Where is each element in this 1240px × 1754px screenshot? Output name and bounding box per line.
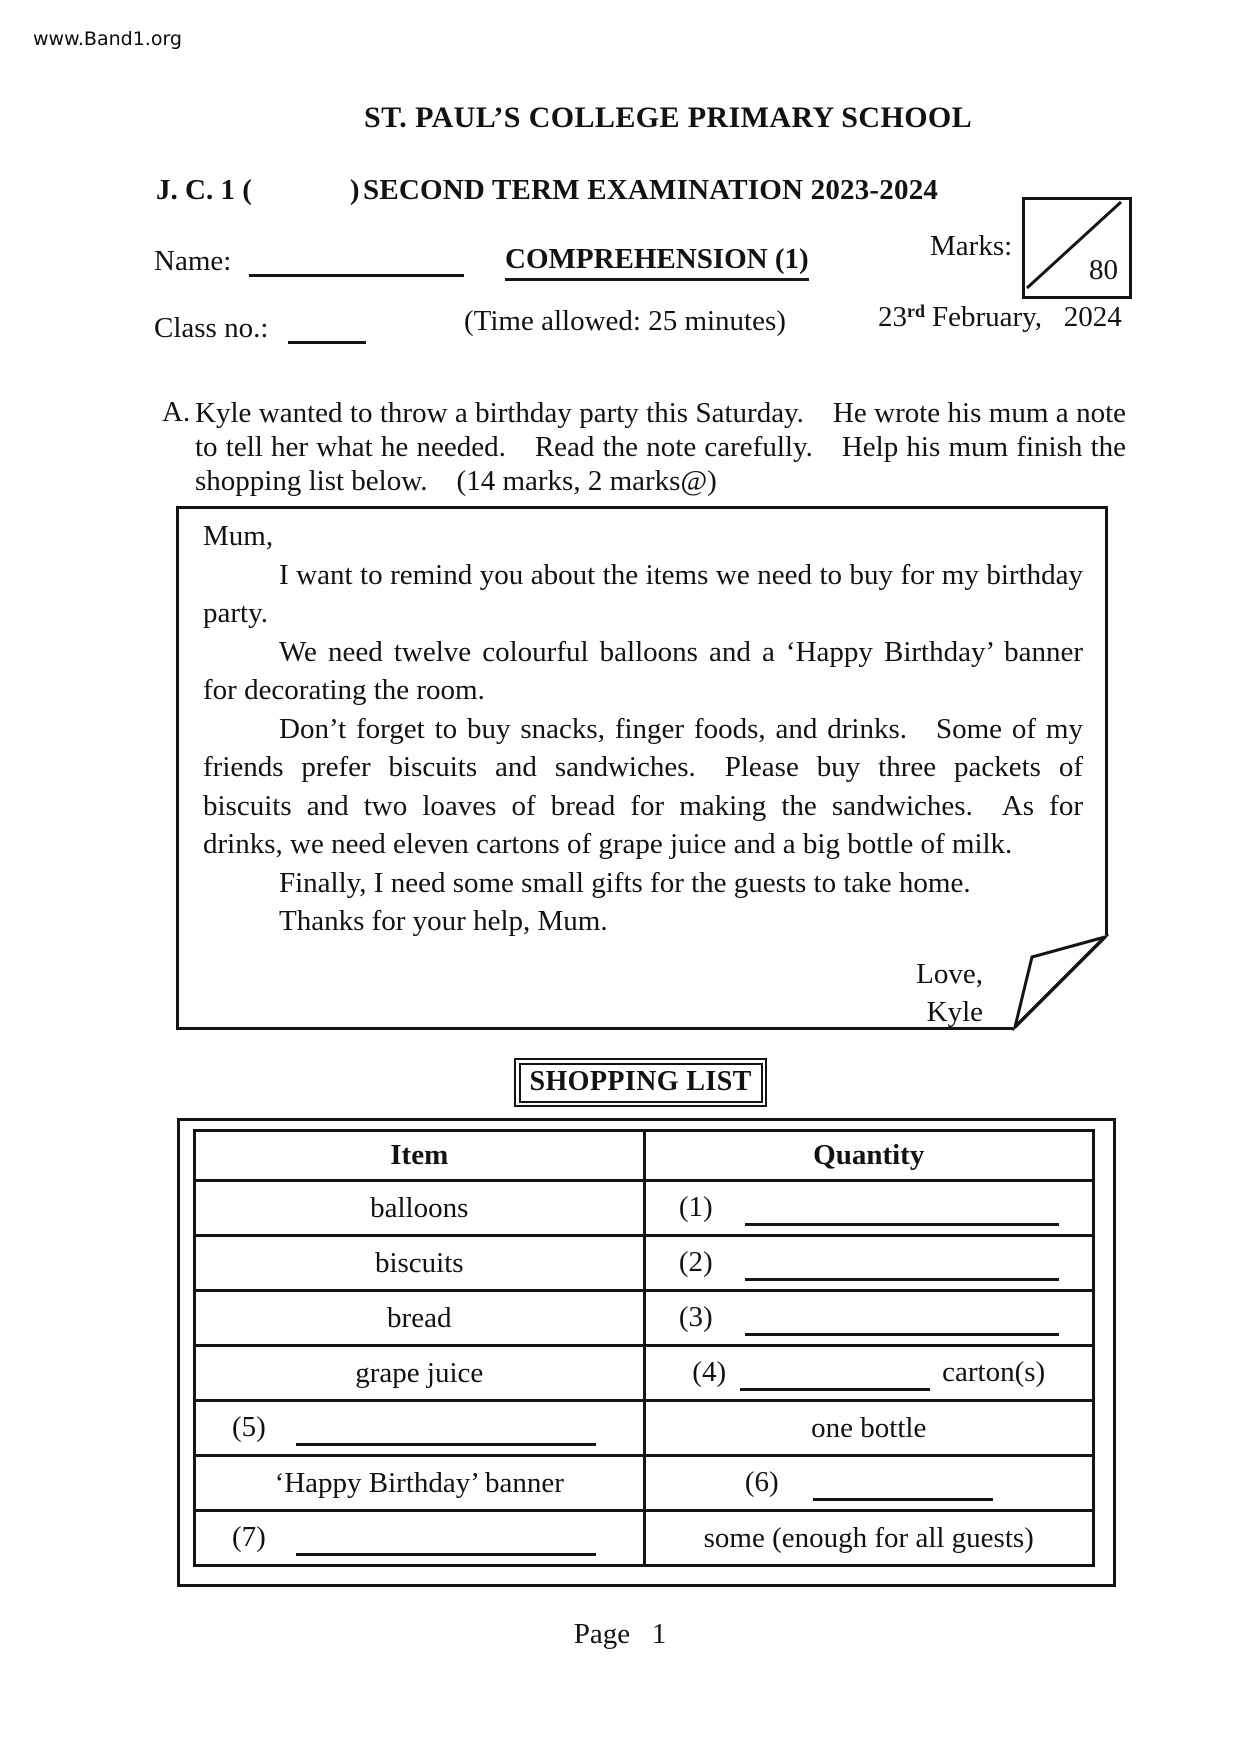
quantity-number: (2)	[678, 1245, 713, 1278]
shopping-list-title-box	[514, 1058, 767, 1107]
item-label: bread	[387, 1301, 452, 1334]
exam-date	[878, 301, 1122, 334]
quantity-suffix: carton(s)	[942, 1355, 1046, 1388]
date-ordinal: rd	[907, 301, 925, 321]
quantity-cell	[644, 1456, 1094, 1511]
table-row	[195, 1236, 1094, 1291]
note-signature: Kyle	[926, 996, 983, 1028]
note-paragraph: Don’t forget to buy snacks, finger foods, and drinks. Some of my friends prefer biscuits and sandwiches. Please buy three packets of biscuits and two loaves of bread for making the sandwiches. As for drinks, we need eleven cartons of grape juice and a big bottle of milk.	[203, 712, 1083, 860]
name-label: Name:	[154, 245, 232, 277]
quantity-cell	[644, 1291, 1094, 1346]
quantity-cell	[644, 1181, 1094, 1236]
section-a-label: A.	[162, 396, 191, 428]
time-allowed: (Time allowed: 25 minutes)	[464, 305, 786, 337]
item-label: balloons	[370, 1191, 469, 1224]
answer-blank	[296, 1524, 596, 1556]
class-code-suffix: )	[349, 174, 360, 206]
quantity-cell	[644, 1346, 1094, 1401]
item-label: grape juice	[355, 1356, 484, 1389]
class-code	[156, 174, 360, 207]
shopping-list-title: SHOPPING LIST	[519, 1063, 763, 1103]
table-row	[195, 1511, 1094, 1566]
table-header-item: Item	[195, 1131, 645, 1181]
note-paragraph: Thanks for your help, Mum.	[279, 905, 608, 937]
class-no-blank	[288, 314, 366, 344]
answer-blank	[745, 1249, 1059, 1281]
answer-blank	[740, 1359, 930, 1391]
note-paragraph: I want to remind you about the items we need to buy for my birthday party.	[203, 558, 1083, 629]
note-paragraph: Finally, I need some small gifts for the guests to take home.	[279, 866, 971, 899]
note-box	[176, 506, 1108, 1030]
note-paragraph: We need twelve colourful balloons and a ‘Happy Birthday’ banner for decorating the room.	[203, 635, 1083, 706]
note-salutation: Mum,	[203, 520, 274, 552]
name-blank	[249, 246, 464, 277]
item-cell	[195, 1236, 645, 1291]
table-header-row	[195, 1131, 1094, 1181]
quantity-cell	[644, 1511, 1094, 1566]
answer-blank	[296, 1414, 596, 1446]
date-day: 23	[878, 301, 907, 333]
item-cell	[195, 1346, 645, 1401]
item-label: ‘Happy Birthday’ banner	[274, 1466, 564, 1499]
note-closing: Love,	[916, 957, 983, 990]
table-header-quantity: Quantity	[644, 1131, 1094, 1181]
answer-blank	[745, 1194, 1059, 1226]
note-closing-block	[203, 955, 1083, 1032]
class-no-label: Class no.:	[154, 312, 269, 344]
table-row	[195, 1456, 1094, 1511]
table-row	[195, 1346, 1094, 1401]
quantity-number: (3)	[678, 1300, 713, 1333]
school-title: ST. PAUL’S COLLEGE PRIMARY SCHOOL	[364, 101, 973, 134]
item-cell	[195, 1511, 645, 1566]
date-rest: February, 2024	[931, 301, 1122, 333]
item-number: (5)	[232, 1410, 266, 1443]
page-number: Page 1	[573, 1618, 667, 1650]
quantity-number: (1)	[678, 1190, 713, 1223]
answer-blank	[813, 1469, 993, 1501]
quantity-text: some (enough for all guests)	[703, 1521, 1034, 1554]
item-cell	[195, 1181, 645, 1236]
section-a-instructions: Kyle wanted to throw a birthday party this Saturday. He wrote his mum a note to tell her what he needed. Read the note carefully. Help his mum finish the shopping list below. (14 marks, 2 marks@)	[195, 397, 1126, 497]
answer-blank	[745, 1304, 1059, 1336]
item-cell	[195, 1401, 645, 1456]
quantity-cell	[644, 1401, 1094, 1456]
item-cell	[195, 1291, 645, 1346]
quantity-number: (4)	[692, 1355, 727, 1388]
table-row	[195, 1181, 1094, 1236]
item-label: biscuits	[374, 1246, 464, 1279]
site-watermark: www.Band1.org	[33, 28, 182, 50]
page-fold-corner-icon	[1005, 927, 1109, 1031]
class-code-prefix: J. C. 1 (	[156, 174, 252, 206]
table-row	[195, 1401, 1094, 1456]
marks-box	[1022, 197, 1132, 299]
shopping-list-table	[193, 1129, 1095, 1567]
shopping-list-table-frame	[177, 1118, 1116, 1587]
quantity-text: one bottle	[811, 1411, 927, 1444]
marks-label: Marks:	[930, 230, 1013, 262]
marks-total: 80	[1089, 254, 1118, 286]
quantity-cell	[644, 1236, 1094, 1291]
item-number: (7)	[232, 1520, 266, 1553]
quantity-number: (6)	[744, 1465, 779, 1498]
table-row	[195, 1291, 1094, 1346]
note-body	[203, 517, 1083, 1032]
subject-title: COMPREHENSION (1)	[505, 243, 809, 281]
exam-title: SECOND TERM EXAMINATION 2023-2024	[363, 174, 939, 206]
item-cell	[195, 1456, 645, 1511]
